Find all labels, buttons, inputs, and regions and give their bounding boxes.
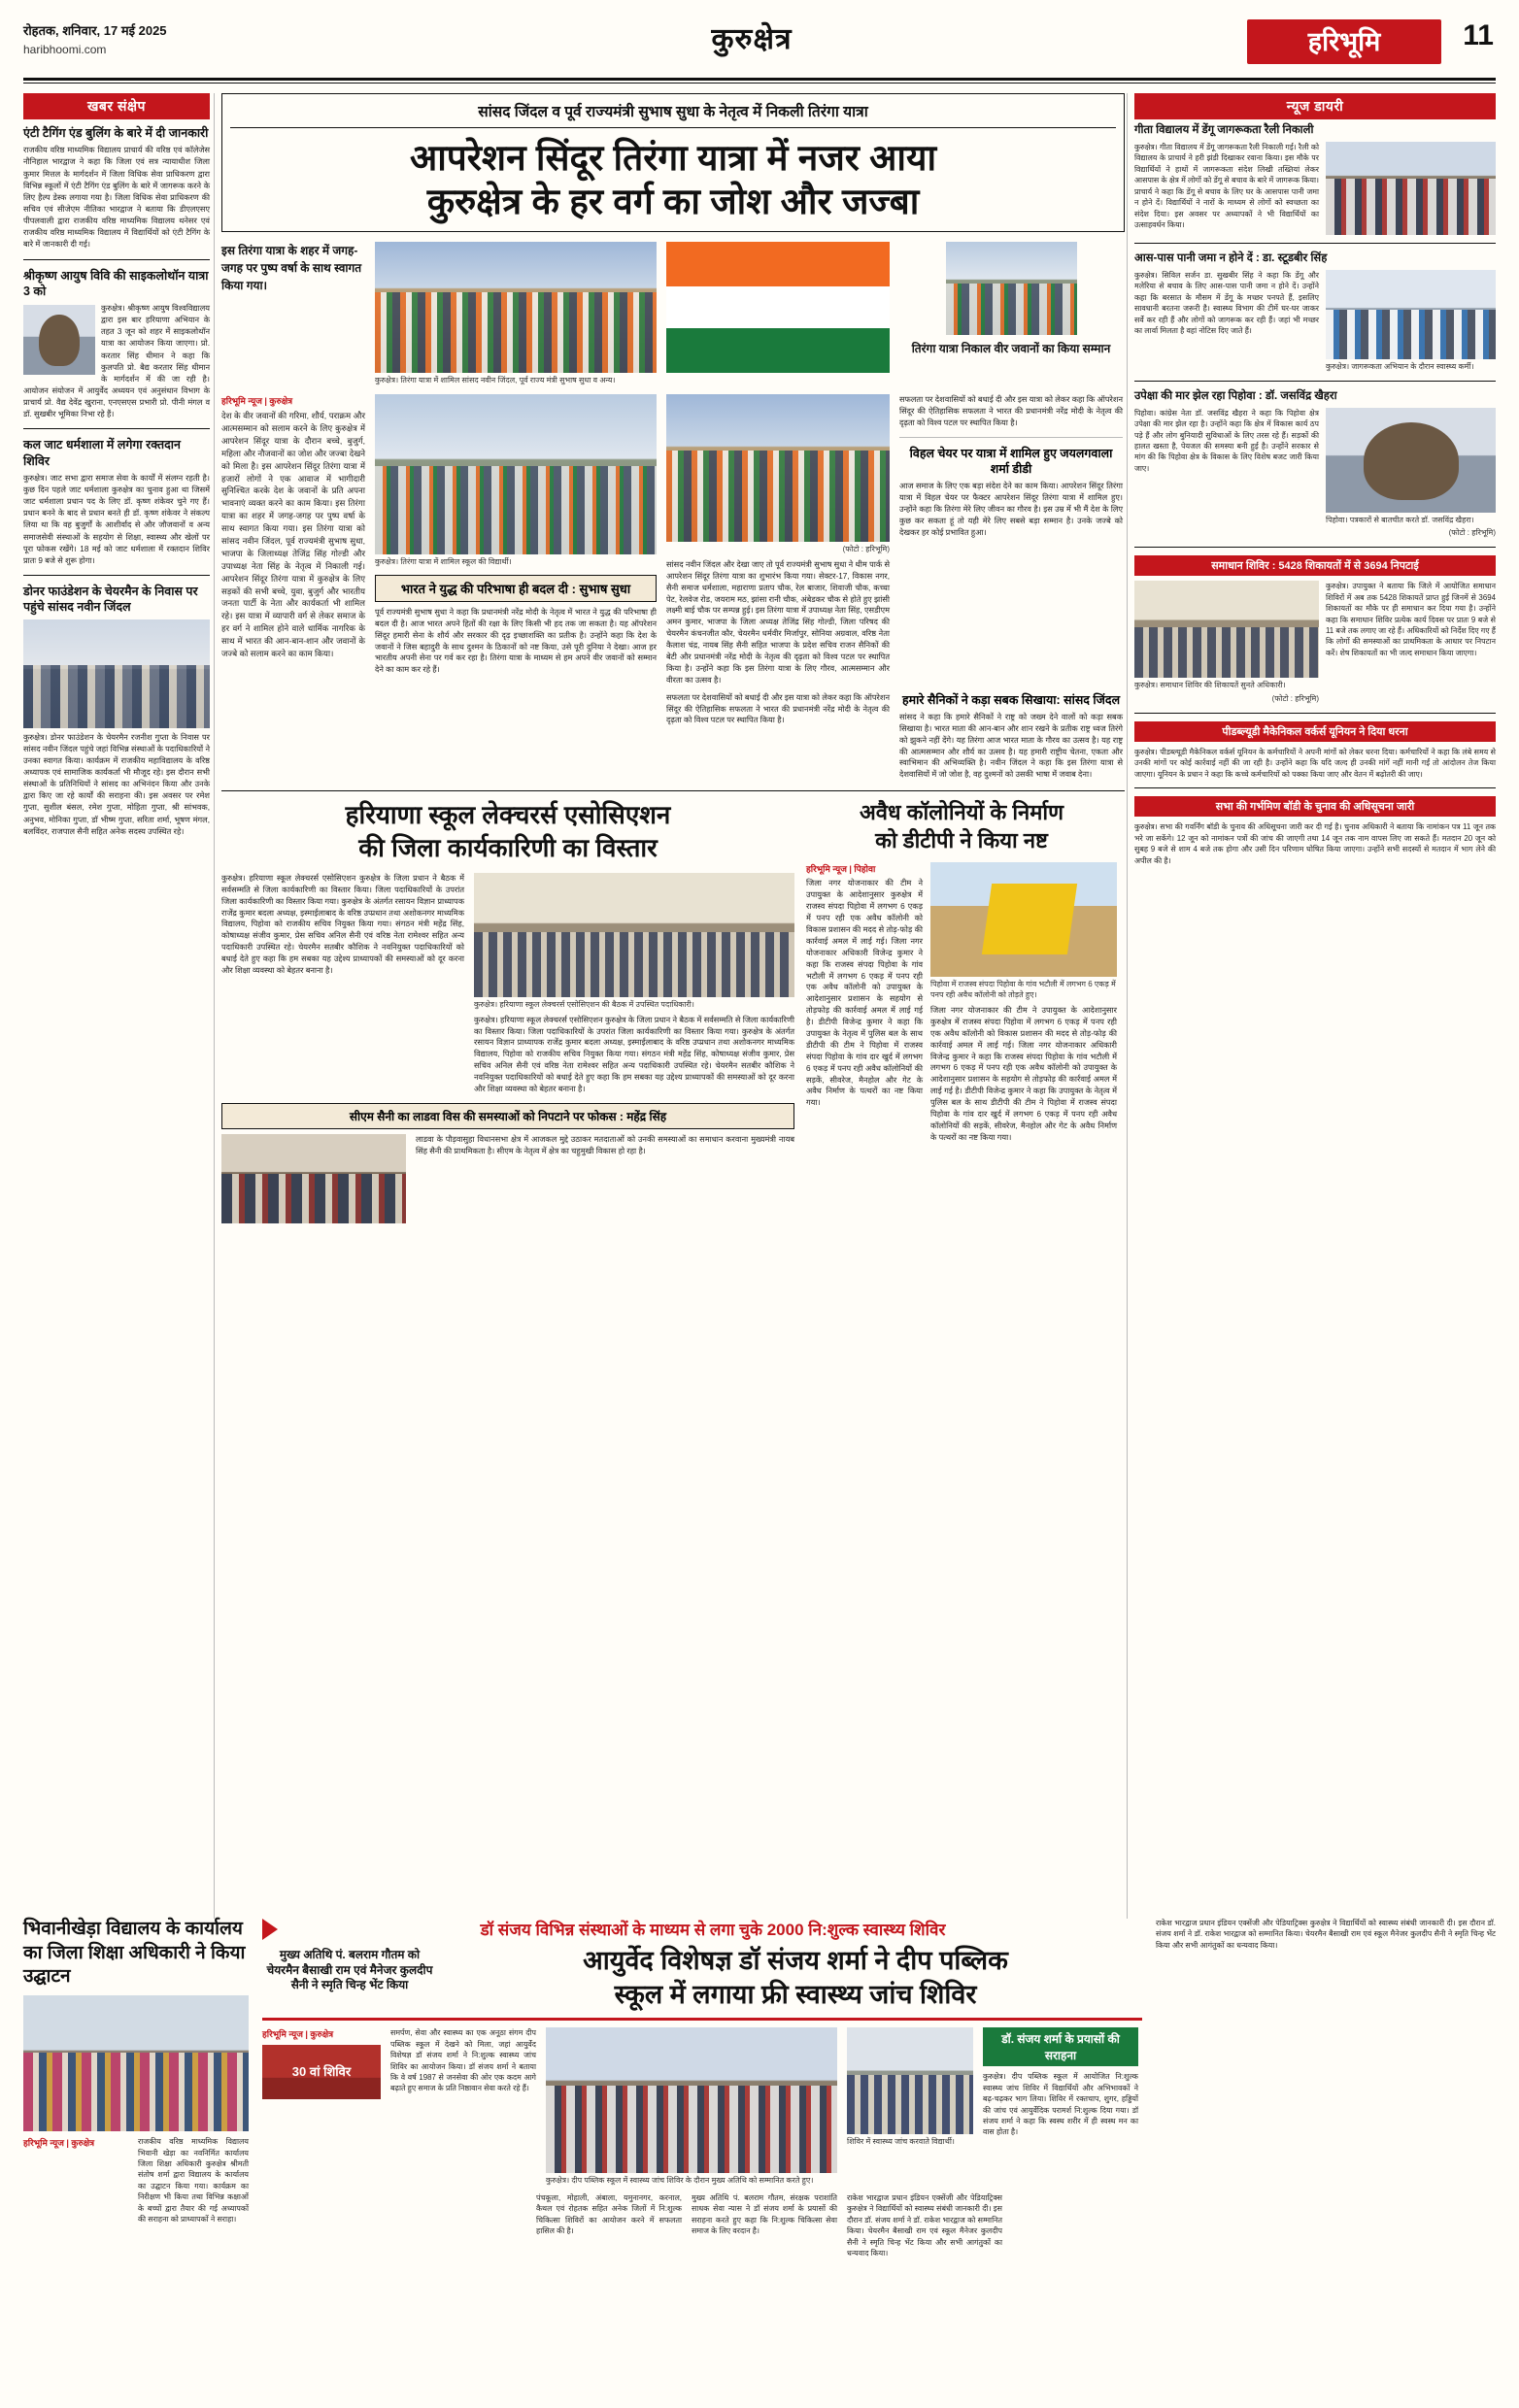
lead-photo-3 — [946, 242, 1077, 335]
left-column — [23, 93, 210, 838]
masthead-left — [23, 21, 344, 56]
diary-item-2 — [1134, 251, 1496, 373]
bottom-right-text: राकेश भारद्वाज प्रधान इंडियन एक्सेंजी और पेडियाट्रिक्स कुरुक्षेत्र ने विद्यार्थियों को स्वास्थ्य संबंधी जानकारी दी। इस दौरान डॉ. संजय शर्मा ने डॉ. राकेश भारद्वाज को सम्मानित किया। चेयरमैन बैसाखी राम एवं स्कूल मैनेजर कुलदीप सैनी ने स्मृति चिन्ह भेंट किया और सभी आगंतुकों का धन्यवाद किया। — [1156, 1919, 1496, 1950]
divider — [262, 2018, 1142, 2021]
bottom-text-2: कुरुक्षेत्र। दीप पब्लिक स्कूल में आयोजित नि:शुल्क स्वास्थ्य जांच शिविर में विद्यार्थियों और अभिभावकों ने बढ़-चढ़कर भाग लिया। शिविर में रक्तचाप, शुगर, हड्डियों की जांच एवं आयुर्वेदिक परामर्श नि:शुल्क दिया गया। डॉ संजय शर्मा ने कहा कि स्वस्थ शरीर में ही स्वस्थ मन का वास होता है। — [983, 2072, 1138, 2137]
masthead — [23, 17, 1496, 78]
diary-body: कुरुक्षेत्र। सिविल सर्जन डा. सुखबीर सिंह ने कहा कि डेंगू और मलेरिया से बचाव के लिए आस-पास पानी जमा न होने दें। उन्होंने कहा कि बरसात के मौसम में डेंगू के मच्छर पनपते हैं, इसलिए सावधानी बरतना जरूरी है। स्वास्थ्य विभाग की टीमें घर-घर जाकर सर्वे कर रही हैं और लोगों को जागरूक कर रही हैं। जहां भी मच्छर का लार्वा मिलता है वहां नोटिस दिए जाते हैं। — [1134, 270, 1319, 336]
bottom-right-block — [1156, 1918, 1496, 2259]
masthead-center — [441, 17, 1063, 57]
diary-title: आस-पास पानी जमा न होने दें : डा. स्टूडबीर सिंह — [1134, 251, 1328, 264]
news-brief-body: कुरुक्षेत्र। श्रीकृष्ण आयुष विश्वविद्यालय द्वारा इस बार हरियाणा अभियान के तहत 3 जून को शहर में साइकलोथॉन यात्रा का आयोजन किया जाएगा। प्रो. करतार सिंह धीमान ने कहा कि कुलपति प्रो. बैद्य करतार सिंह धीमान के मार्गदर्शन में की जा रही है। आयोजन संयोजन में आयुर्वेद अध्ययन एवं अनुसंधान विभाग के प्राचार्य प्रो. वैद्य देवेंद्र खुराना, एनएसएस प्रभारी प्रो. पीनी मंगल व डॉ. सुखबीर भूमिका निभा रहे हैं। — [23, 304, 210, 419]
divider — [230, 127, 1116, 128]
masthead-location: रोहतक, शनिवार, 17 मई 2025 — [23, 23, 167, 38]
diary-item-5 — [1134, 721, 1496, 780]
story3-block — [806, 799, 1117, 1223]
story-text-3: सफलता पर देशवासियों को बधाई दी और इस यात्रा को लेकर कहा कि ऑपरेशन सिंदूर की ऐतिहासिक सफलता ने भारत की प्रधानमंत्री नरेंद्र मोदी के नेतृत्व की दृढ़ता को विश्व पटल पर स्थापित किया है। — [899, 395, 1123, 427]
column-divider-right — [1127, 93, 1128, 1919]
news-brief-title: एंटी टैगिंग एंड बुलिंग के बारे में दी जानकारी — [23, 126, 209, 140]
quote-headline: हमारे सैनिकों ने कड़ा सबक सिखाया: सांसद जिंदल — [901, 692, 1121, 707]
bottom-side-note-block — [262, 1944, 437, 2012]
news-brief-3 — [23, 437, 210, 567]
left-section-label: खबर संक्षेप — [23, 93, 210, 119]
bottom-green-bar: डॉ. संजय शर्मा के प्रयासों की सराहना — [983, 2027, 1138, 2066]
news-brief-title: डोनर फाउंडेशन के चेयरमैन के निवास पर पहुंचे सांसद नवीन जिंदल — [23, 585, 198, 615]
march-photo — [375, 394, 657, 554]
diary-photo-credit: (फोटो : हरिभूमि) — [1448, 528, 1496, 538]
divider — [1134, 381, 1496, 382]
story-col-3 — [666, 394, 890, 686]
bottom-arrow-bar — [262, 1918, 1142, 1940]
diary-item-3 — [1134, 389, 1496, 540]
story2-body-cont: कुरुक्षेत्र। हरियाणा स्कूल लेक्चरर्स एसोसिएशन कुरुक्षेत्र के जिला प्रधान ने बैठक में सर्वसम्मति से जिला कार्यकारिणी का विस्तार किया। जिला पदाधिकारियों के उपरांत जिला कार्यकारिणी का विस्तार किया गया। कुरुक्षेत्र के अंतर्गत रसायन विज्ञान प्राध्यापक राजेंद्र कुमार बदला अध्यक्ष, इस्माईलाबाद के वरिष्ठ उप्प्रधान तथा अशोकनगर माध्यमिक विद्यालय, पिहोवा को राजकीय सचिव नियुक्त किया गया। संगठन मंत्री महेंद्र सिंह, कोषाध्यक्ष संजीव कुमार, प्रेस सचिव अनिल सैनी एवं वरिष्ठ नेता रामेश्वर सहित अन्य पदाधिकारी उपस्थित रहे। चेयरमैन सतबीर कौशिक ने नवनियुक्त पदाधिकारियों को बधाई देते हुए कहा कि हम सबका यह उद्देश्य प्राध्यापकों की समस्याओं को दूर करना और शिक्षा व्यवस्था को बेहतर बनाना है। — [474, 1015, 794, 1093]
march-photo-caption: कुरुक्षेत्र। तिरंगा यात्रा में शामिल स्कूल की विद्यार्थी। — [375, 557, 512, 567]
divider — [1134, 787, 1496, 788]
bottom-left-title: भिवानीखेड़ा विद्यालय के कार्यालय का जिला शिक्षा अधिकारी ने किया उद्घाटन — [23, 1919, 246, 1988]
lead-paragraph: इस तिरंगा यात्रा के शहर में जगह-जगह पर पुष्प वर्षा के साथ स्वागत किया गया। — [221, 244, 362, 293]
lead-photo-2-block — [666, 242, 890, 386]
bottom-side-note: मुख्य अतिथि पं. बलराम गौतम को चेयरमैन बैसाखी राम एवं मैनेजर कुलदीप सैनी ने स्मृति चिन्ह भेंट किया — [266, 1948, 433, 1992]
divider — [899, 437, 1123, 438]
story2-footer-bar: सीएम सैनी का लाडवा विस की समस्याओं को निपटाने पर फोकस : महेंद्र सिंह — [221, 1103, 794, 1129]
photo-credit: (फोटो : हरिभूमि) — [842, 545, 890, 554]
story2-footer-body: लाडवा के पौड़वासुहा विधानसभा क्षेत्र में आजकल मुद्दे उठाकर मतदाताओं को उनकी समस्याओं का समाधान करवाना मुख्यमंत्री नायब सिंह सैनी की प्राथमिकता है। सीएम के नेतृत्व में क्षेत्र का चहुमुखी विकास हो रहा है। — [416, 1134, 794, 1155]
news-brief-title: श्रीकृष्ण आयुष विवि की साइकलोथॉन यात्रा 3 को — [23, 268, 209, 298]
lead-kicker: सांसद जिंदल व पूर्व राज्यमंत्री सुभाष सुधा के नेतृत्व में निकली तिरंगा यात्रा — [478, 104, 868, 120]
divider — [23, 259, 210, 260]
sub-story-mid-body: आज समाज के लिए एक बड़ा संदेश देने का काम किया। आपरेशन सिंदूर तिरंगा यात्रा में विहल चेयर पर फैक्टर आपरेशन सिंदूर तिरंगा यात्रा में शामिल हुए। उन्होंने कहा कि तिरंगा मेरे लिए जीवन का गौरव है। इस उम्र में भी मैं देश के लिए कुछ कर सकता हूं तो यही मेरे लिए सबसे बड़ा सम्मान है। उनके जज्बे को देखकर हर कोई प्रभावित हुआ। — [899, 482, 1123, 537]
diary-item-1 — [1134, 123, 1496, 235]
diary-title: गीता विद्यालय में डेंगू जागरूकता रैली निकाली — [1134, 124, 1314, 136]
bottom-photo-2 — [847, 2027, 973, 2134]
news-brief-2 — [23, 268, 210, 421]
quote-col — [666, 692, 890, 782]
story2-footer-photo — [221, 1134, 406, 1223]
divider — [221, 790, 1125, 791]
diary-body: कुरुक्षेत्र। सभा की गवर्निंग बॉडी के चुनाव की अधिसूचना जारी कर दी गई है। चुनाव अधिकारी ने बताया कि नामांकन पत्र 11 जून तक भरे जा सकेंगे। 12 जून को नामांकन पत्रों की जांच की जाएगी तथा 14 जून तक नाम वापस लिए जा सकते हैं। मतदान 20 जून को सुबह 9 बजे से शाम 4 बजे तक होगा और उसी दिन परिणाम घोषित किया जाएगा। उन्होंने सभी सदस्यों से मतदान में भाग लेने की अपील की है। — [1134, 822, 1496, 865]
page-number: 11 — [1463, 19, 1494, 51]
bottom-main-photo — [546, 2027, 837, 2173]
bottom-byline: हरिभूमि न्यूज | कुरुक्षेत्र — [262, 2029, 334, 2040]
bottom-headline-line1: आयुर्वेद विशेषज्ञ डॉ संजय शर्मा ने दीप पब्लिक — [583, 1946, 1008, 1975]
story-col-4 — [899, 394, 1123, 686]
news-brief-1 — [23, 125, 210, 251]
masthead-right — [1214, 17, 1496, 68]
diary-photo — [1326, 270, 1496, 359]
news-brief-body: राजकीय वरिष्ठ माध्यमिक विद्यालय प्राचार्य की वरिष्ठ एवं कॉलेजेस नौनिहाल भारद्वाज ने कहा कि जिला एवं सत्र न्यायाधीश जिला कुमार मित्तल के मार्गदर्शन में जिला विधिक सेवा प्राधिकरण द्वारा विभिन्न स्कूलों में एंटी टैगिंग एंड बुलिंग के बारे में जागरूक करने के लिए हैल्प डेस्क लगाया गया है। जिला विधिक सेवा प्राधिकरण की सचिव एवं सीजेएम नीतिका भारद्वाज ने बताया कि डीएलएसए पीपलवाली द्वारा राजकीय वरिष्ठ माध्यमिक विद्यालय थनेसर एवं राजकीय वरिष्ठ माध्यमिक विद्यालय में विद्यार्थियों को एंटी टैगिंग के बारे में जानकारी दी गई। — [23, 146, 210, 250]
bottom-photo-caption: कुरुक्षेत्र। दीप पब्लिक स्कूल में स्वास्थ्य जांच शिविर के दौरान मुख्य अतिथि को सम्मानित करते हुए। — [546, 2176, 814, 2186]
group-photo — [23, 619, 210, 728]
bottom-arrow-text: डॉ संजय विभिन्न संस्थाओं के माध्यम से लगा चुके 2000 नि:शुल्क स्वास्थ्य शिविर — [480, 1921, 946, 1939]
lead-photo-2 — [666, 242, 890, 373]
diary-title-bar: पीडब्ल्यूडी मैकेनिकल वर्कर्स यूनियन ने दिया धरना — [1134, 721, 1496, 742]
rally-photo — [666, 394, 890, 542]
bottom-photo-2-caption: शिविर में स्वास्थ्य जांच करवाते विद्यार्थी। — [847, 2137, 955, 2147]
divider — [1134, 547, 1496, 548]
masthead-rule-thin — [23, 83, 1496, 84]
diary-body: कुरुक्षेत्र। पीडब्ल्यूडी मैकेनिकल वर्कर्स यूनियन के कर्मचारियों ने अपनी मांगों को लेकर धरना दिया। कर्मचारियों ने कहा कि लंबे समय से उनकी मांगों पर कोई कार्रवाई नहीं की जा रही है। उन्होंने कहा कि यदि जल्द ही उनकी मांगें नहीं मानी गईं तो आंदोलन तेज किया जाएगा। यूनियन के प्रधान ने कहा कि कच्चे कर्मचारियों को पक्का किया जाए और वेतन में बढ़ोतरी की जाए। — [1134, 747, 1496, 779]
story3-title-line1: अवैध कॉलोनियों के निर्माण — [859, 800, 1064, 825]
bottom-col2 — [983, 2027, 1138, 2187]
diary-photo-credit: (फोटो : हरिभूमि) — [1271, 694, 1319, 703]
side-note-block — [899, 242, 1123, 386]
story2-block — [221, 799, 794, 1223]
story2-title-line2: की जिला कार्यकारिणी का विस्तार — [358, 833, 658, 863]
story2-photo-caption: कुरुक्षेत्र। हरियाणा स्कूल लेक्चरर्स एसोसिएशन की बैठक में उपस्थित पदाधिकारी। — [474, 999, 694, 1009]
arrow-icon — [262, 1919, 278, 1940]
diary-photo-caption: कुरुक्षेत्र। जागरूकता अभियान के दौरान स्वास्थ्य कर्मी। — [1326, 361, 1474, 371]
lead-photo-1 — [375, 242, 657, 373]
portrait-photo — [23, 305, 95, 375]
story3-body: जिला नगर योजनाकार की टीम ने उपायुक्त के आदेशानुसार कुरुक्षेत्र में राजस्व संपदा पिहोवा में लगभग 6 एकड़ में पनप रही एक अवैध कॉलोनी को विकास प्रशासन की मदद से तोड़-फोड़ की कार्रवाई अमल में लाई गई। जिला नगर योजनाकार अधिकारी विजेन्द्र कुमार ने कहा कि राजस्व संपदा पिहोवा के गांव भटौली में लगभग 6 एकड़ में पनप रही एक अवैध कॉलोनी को उपायुक्त के आदेशानुसार प्रशासन के सहयोग से तोड़फोड़ की कार्रवाई अमल में लाई गई है। डीटीपी विजेन्द्र कुमार ने कहा कि उपायुक्त के नेतृत्व में पुलिस बल के साथ डीटीपी की टीम ने पिहोवा में राजस्व संपदा पिहोवा के गांव दार खुर्द में लगभग 6 एकड़ में पनप रही अवैध कॉलोनियों की सड़कें, सीवरेज, मैनहोल और गेट के अवैध निर्माण के पत्थरों का नष्ट किया गया। — [806, 879, 923, 1108]
story3-photo-caption: पिहोवा में राजस्व संपदा पिहोवा के गांव भटौली में लगभग 6 एकड़ में पनप रही अवैध कॉलोनी को तोड़ते हुए। — [930, 980, 1116, 1000]
main-column — [221, 93, 1125, 1223]
story3-body-cont: जिला नगर योजनाकार की टीम ने उपायुक्त के आदेशानुसार कुरुक्षेत्र में राजस्व संपदा पिहोवा में लगभग 6 एकड़ में पनप रही एक अवैध कॉलोनी को विकास प्रशासन की मदद से तोड़-फोड़ की कार्रवाई अमल में लाई गई। जिला नगर योजनाकार अधिकारी विजेन्द्र कुमार ने कहा कि राजस्व संपदा पिहोवा के गांव भटौली में लगभग 6 एकड़ में पनप रही एक अवैध कॉलोनी को उपायुक्त के आदेशानुसार प्रशासन के सहयोग से तोड़फोड़ की कार्रवाई अमल में लाई गई है। डीटीपी विजेन्द्र कुमार ने कहा कि उपायुक्त के नेतृत्व में पुलिस बल के साथ डीटीपी की टीम ने पिहोवा में राजस्व संपदा पिहोवा के गांव दार खुर्द में लगभग 6 एकड़ में पनप रही अवैध कॉलोनियों की सड़कें, सीवरेज, मैनहोल और गेट के अवैध निर्माण के पत्थरों का नष्ट किया गया। — [930, 1006, 1117, 1142]
bottom-col1 — [390, 2027, 536, 2187]
diary-photo — [1134, 581, 1319, 678]
story2-body: कुरुक्षेत्र। हरियाणा स्कूल लेक्चरर्स एसोसिएशन कुरुक्षेत्र के जिला प्रधान ने बैठक में सर्वसम्मति से जिला कार्यकारिणी का विस्तार किया। जिला पदाधिकारियों के उपरांत जिला कार्यकारिणी का विस्तार किया गया। कुरुक्षेत्र के अंतर्गत रसायन विज्ञान प्राध्यापक राजेंद्र कुमार बदला अध्यक्ष, इस्माईलाबाद के वरिष्ठ उप्प्रधान तथा अशोकनगर माध्यमिक विद्यालय, पिहोवा को राजकीय सचिव नियुक्त किया गया। संगठन मंत्री महेंद्र सिंह, कोषाध्यक्ष संजीव कुमार, प्रेस सचिव अनिल सैनी एवं वरिष्ठ नेता रामेश्वर सहित अन्य पदाधिकारी उपस्थित रहे। चेयरमैन सतबीर कौशिक ने नवनियुक्त पदाधिकारियों को बधाई देते हुए कहा कि हम सबका यह उद्देश्य प्राध्यापकों की समस्याओं को दूर करना और शिक्षा व्यवस्था को बेहतर बनाना है। — [221, 873, 464, 975]
bottom-text-3: पंचकूला, मोहाली, अंबाला, यमुनानगर, करनाल, कैथल एवं रोहतक सहित अनेक जिलों में नि:शुल्क चिकित्सा शिविरों का आयोजन करने में सफलता हासिल की है। — [536, 2192, 682, 2236]
diary-item-6 — [1134, 796, 1496, 866]
story3-photo — [930, 862, 1117, 977]
right-column — [1134, 93, 1496, 866]
lead-photo-1-caption: कुरुक्षेत्र। तिरंगा यात्रा में शामिल सांसद नवीन जिंदल, पूर्व राज्य मंत्री सुभाष सुधा व अन्य। — [375, 376, 616, 385]
masthead-rule — [23, 78, 1496, 81]
diary-photo-caption: कुरुक्षेत्र। समाधान शिविर की शिकायतें सुनते अधिकारी। — [1134, 681, 1286, 690]
quote-body: सांसद ने कहा कि हमारे सैनिकों ने राष्ट्र को जख्म देने वालों को कड़ा सबक सिखाया है। भारत माता की आन-बान और शान रखने के प्रतीक राष्ट्र ध्वज तिरंगे को झुकने नहीं देंगे। यह तिरंगा आज भारत माता के गौरव का उत्सव है। यह राष्ट्र की आत्मसम्मान और शौर्य का उत्सव है। यह हमारी राष्ट्रीय चेतना, एकता और स्वाभिमान की अभिव्यक्ति है। नवीन जिंदल ने कहा कि इस तिरंगा यात्रा से देशवासियों में जो जोश है, वह दुश्मनों को उसकी भाषा में जवाब देना। — [899, 712, 1123, 780]
divider — [23, 428, 210, 429]
lead-paragraph-block — [221, 242, 365, 386]
lead-headline-line1: आपरेशन सिंदूर तिरंगा यात्रा में नजर आया — [409, 138, 937, 178]
masthead-website[interactable]: haribhoomi.com — [23, 43, 107, 56]
story3-byline: हरिभूमि न्यूज | पिहोवा — [806, 864, 876, 875]
bottom-left-story — [23, 1918, 249, 2259]
diary-item-4 — [1134, 555, 1496, 705]
diary-photo — [1326, 408, 1496, 513]
story-col-2 — [375, 394, 657, 686]
divider — [1134, 243, 1496, 244]
inset-box-title: भारत ने युद्ध की परिभाषा ही बदल दी : सुभाष सुधा — [375, 575, 657, 602]
bottom-photo-block-2 — [847, 2027, 973, 2187]
bottom-section — [23, 1918, 1496, 2259]
bottom-left-byline: हरिभूमि न्यूज | कुरुक्षेत्र — [23, 2138, 95, 2149]
bottom-photo-block — [546, 2027, 837, 2187]
bottom-left-body: राजकीय वरिष्ठ माध्यमिक विद्यालय भिवानी खेड़ा का नवनिर्मित कार्यालय जिला शिक्षा अधिकारी कुरुक्षेत्र श्रीमती संतोष शर्मा द्वारा विद्यालय के कार्यालय का उद्घाटन किया गया। कार्यक्रम का निरीक्षण भी किया तथा विभिन्न कक्षाओं के बच्चों द्वारा तैयार की गई अध्यापकों की सराहना को प्राध्यापकों ने सराहा। — [138, 2137, 249, 2224]
divider — [1134, 713, 1496, 714]
quote-col-2 — [899, 692, 1123, 782]
sub-story-mid-title: विहल चेयर पर यात्रा में शामिल हुए जयलगवाला शर्मा डीडी — [909, 446, 1113, 476]
diary-body: पिहोवा। कांग्रेस नेता डॉ. जसविंद्र खैहरा ने कहा कि पिहोवा क्षेत्र उपेक्षा की मार झेल रहा है। उन्होंने कहा कि क्षेत्र में विकास कार्य ठप पड़े हैं और लोग बुनियादी सुविधाओं के लिए तरस रहे हैं। सड़कों की हालत खस्ता है, पेयजल की समस्या बनी हुई है। उन्होंने सरकार से मांग की कि पिहोवा क्षेत्र के विकास के लिए विशेष बजट जारी किया जाए। — [1134, 408, 1319, 473]
bottom-col-byline — [262, 2027, 381, 2187]
diary-title-bar: समाधान शिविर : 5428 शिकायतों में से 3694 निपटाई — [1134, 555, 1496, 576]
diary-photo-caption: पिहोवा। पत्रकारों से बातचीत करते डॉ. जसविंद्र खैहरा। — [1326, 515, 1474, 524]
side-note: तिरंगा यात्रा निकाल वीर जवानों का किया सम्मान — [911, 342, 1111, 356]
diary-body: कुरुक्षेत्र। उपायुक्त ने बताया कि जिले में आयोजित समाधान शिविरों में अब तक 5428 शिकायतें प्राप्त हुई जिनमें से 3694 शिकायतों का मौके पर ही समाधान कर दिया गया है। उन्होंने कहा कि समाधान शिविर प्रत्येक कार्य दिवस पर प्रातः 9 बजे से 11 बजे तक लगाए जा रहे हैं। अधिकारियों को निर्देश दिए गए हैं कि लोगों की समस्याओं का प्राथमिकता के आधार पर निपटान करें। शेष शिकायतों का भी जल्द समाधान किया जाएगा। — [1326, 582, 1496, 657]
news-brief-4 — [23, 584, 210, 838]
banner-photo: 30 वां शिविर — [262, 2045, 381, 2099]
lead-photo-1-block — [375, 242, 657, 386]
diary-photo — [1326, 142, 1496, 235]
story-text-2: सांसद नवीन जिंदल और देखा जाए तो पूर्व राज्यमंत्री सुभाष सुधा ने थीम पार्क से आपरेशन सिंदूर तिरंगा यात्रा का शुभारंभ किया गया। सेक्टर-17, विकास नगर, सैनी समाज धर्मशाला, महाराणा प्रताप चौक, रेल बाजार, शिवाजी चौक, कच्चा पेट, रेलवेज रोड, जयराम मठ, झांसा रानी चौक, अंबेडकर चौक से होते हुए झांसी लक्ष्मी बाई चौक पर सम्पन्न हुई। इस तिरंगा यात्रा में उपाध्यक्ष नेता सिंह, एसडीएम अमन कुमार, भाजपा के जिला अध्यक्ष तेजिंद्र सिंह गोल्डी, जिला परिषद की चेयरमैन कंचनजीत कौर, चेयरमैन धर्मवीर मिर्जापुर, सोनिया अग्रवाल, वरिष्ठ नेता कैलाश चंद्र, नायब सिंह सैनी सहित भाजपा के प्रदेश सचिव राजन सैनिकों की बेटी और प्रधानमंत्री नरेंद्र मोदी के नेतृत्व की दृढ़ता को विश्व पटल पर स्थापित किया है। उन्होंने कहा कि इस तिरंगा यात्रा के लिए गौरव, आत्मसम्मान और वीरता का उत्सव है। — [666, 559, 890, 685]
story3-title-line2: को डीटीपी ने किया नष्ट — [875, 827, 1048, 853]
news-brief-body: कुरुक्षेत्र। डोनर फाउंडेशन के चेयरमैन रजनीश गुप्ता के निवास पर सांसद नवीन जिंदल पहुंचे जहां विभिन्न संस्थाओं के पदाधिकारियों ने उनका स्वागत किया। कार्यक्रम में राजकीय महाविद्यालय के वरिष्ठ अध्यापक एवं सामाजिक कार्यकर्ता भी मौजूद रहे। इस दौरान सभी संस्थाओं के प्रतिनिधियों ने सांसद का अभिनंदन किया और उनके द्वारा किए जा रहे कार्यों की सराहना की। इस अवसर पर रमेश गुप्ता, सुशील बंसल, रमेश गुप्ता, मोहिता गुप्ता, श्री सांभवक, अनुभव, मोनिका गुप्ता, डॉ भीष्म गुप्ता, सरिता शर्मा, भूषण मंगल, बलविंदर, राजपाल सैनी सहित अनेक सदस्य उपस्थित रहे। — [23, 732, 210, 836]
bottom-left-photo — [23, 1995, 249, 2131]
diary-title: उपेक्षा की मार झेल रहा पिहोवा : डॉ. जसविंद्र खैहरा — [1134, 389, 1337, 402]
news-brief-body: कुरुक्षेत्र। जाट सभा द्वारा समाज सेवा के कार्यों में संलग्न रहती है। कुछ दिन पहले जाट धर्मशाला कुरुक्षेत्र का चुनाव हुआ था जिसमें जाट धर्मशाला प्रधान पद के लिए डॉ. कृष्ण शंकेवर चुने गए हैं। प्रधान बनने के बाद से प्रधान बनते ही डॉ. कृष्ण शंकेवर ने संकल्प लिया था कि वह बुजुर्गों के आशीर्वाद से और जौजवानों व अन्य समाजसेवी संस्थाओं के सहयोग से शिक्षा, स्वास्थ्य और खेलों पर पूरा फोकस रखेंगे। 18 मई को जाट धर्मशाला में रक्तदान शिविर प्रातः 9 बजे से शुरू होगा। — [23, 473, 210, 565]
column-divider-left — [214, 93, 215, 1919]
lead-headline-line2: कुरुक्षेत्र के हर वर्ग का जोश और जज्बा — [426, 182, 920, 222]
story-col-1 — [221, 394, 365, 686]
story2-photo — [474, 873, 794, 997]
diary-body: कुरुक्षेत्र। गीता विद्यालय में डेंगू जागरूकता रैली निकाली गई। रैली को विद्यालय के प्राचार्य ने हरी झंडी दिखाकर रवाना किया। इस मौके पर विद्यार्थियों ने हाथों में जागरूकता संदेश लिखी तख्तियां लेकर आसपास के क्षेत्र में लोगों को डेंगू से बचाव के बारे में जागरूक किया। प्राचार्य ने कहा कि डेंगू से बचाव के लिए घर के आसपास पानी जमा न होने दें। विद्यार्थियों ने नारों के माध्यम से लोगों को स्वच्छता का संदेश दिया। इस अवसर पर अध्यापकों ने भी विद्यार्थियों का उत्साहवर्धन किया। — [1134, 142, 1319, 230]
byline: हरिभूमि न्यूज | कुरुक्षेत्र — [221, 396, 293, 407]
bottom-text-4: मुख्य अतिथि पं. बलराम गौतम, संरक्षक पराशांति साधक सेवा न्यास ने डॉ संजय शर्मा के प्रयासों की सराहना करते हुए कहा कि नि:शुल्क चिकित्सा सेवा समाज के लिए वरदान है। — [692, 2192, 837, 2236]
brand-logo: हरिभूमि — [1247, 19, 1441, 64]
diary-title-bar: सभा की गर्भमिण बॉडी के चुनाव की अधिसूचना जारी — [1134, 796, 1496, 817]
quote-lead: सफलता पर देशवासियों को बधाई दी और इस यात्रा को लेकर कहा कि ऑपरेशन सिंदूर की ऐतिहासिक सफलता ने भारत की प्रधानमंत्री नरेंद्र मोदी के नेतृत्व की दृढ़ता को विश्व पटल पर स्थापित किया है। — [666, 692, 890, 725]
inset-box-body: पूर्व राज्यमंत्री सुभाष सुधा ने कहा कि प्रधानमंत्री नरेंद्र मोदी के नेतृत्व में भारत ने युद्ध की परिभाषा ही बदल दी है। आज भारत अपने हितों की रक्षा के लिए किसी भी हद तक जा सकता है। यह ऑपरेशन सिंदूर हमारी सेना के शौर्य और सरकार की दृढ़ इच्छाशक्ति का प्रतीक है। उन्होंने कहा कि देश के जवानों ने जिस बहादुरी के साथ दुश्मन के ठिकानों को नष्ट किया, उसे पूरी दुनिया ने देखा। आज हर भारतीय अपनी सेना पर गर्व कर रहा है। तिरंगा यात्रा के माध्यम से हम अपने वीर जवानों को सम्मान देने का काम कर रहे हैं। — [375, 607, 657, 675]
divider — [23, 575, 210, 576]
edition-title: कुरुक्षेत्र — [711, 23, 793, 55]
right-section-label: न्यूज डायरी — [1134, 93, 1496, 119]
news-brief-title: कल जाट धर्मशाला में लगेगा रक्तदान शिविर — [23, 438, 181, 468]
story2-title-line1: हरियाणा स्कूल लेक्चरर्स एसोसिएशन — [345, 800, 671, 830]
bottom-headline-line2: स्कूल में लगाया फ्री स्वास्थ्य जांच शिविर — [614, 1980, 977, 2010]
bottom-text-5: राकेश भारद्वाज प्रधान इंडियन एक्सेंजी और पेडियाट्रिक्स कुरुक्षेत्र ने विद्यार्थियों को स्वास्थ्य संबंधी जानकारी दी। इस दौरान डॉ. संजय शर्मा ने डॉ. राकेश भारद्वाज को सम्मानित किया। चेयरमैन बैसाखी राम एवं स्कूल मैनेजर कुलदीप सैनी ने स्मृति चिन्ह भेंट किया और सभी आगंतुकों का धन्यवाद किया। — [847, 2192, 1002, 2258]
story-text-1: देश के वीर जवानों की गरिमा, शौर्य, पराक्रम और आत्मसम्मान को सलाम करने के लिए कुरुक्षेत्र में आपरेशन सिंदूर यात्रा के दौरान बच्चे, बुजुर्ग, महिला और नौजवानों का जोश और जज्बा देखने को मिला है। इस आपरेशन सिंदूर तिरंगा यात्रा में हजारों लोगों ने एक आवाज में भागीदारी सुनिश्चित करके देश के जवानों के प्रति अपना भावनाएं व्यक्त करने का काम किया। इस तिरंगा यात्रा का शहर में जगह-जगह पर पुष्प वर्षा के साथ स्वागत किया गया। इस तिरंगा यात्रा को सांसद नवीन जिंदल, पूर्व राज्यमंत्री सुभाष सुधा, भाजपा के जिलाध्यक्ष तेजिंद्र सिंह गोल्डी और उपाध्यक्ष नेता सिंह के नेतृत्व में निकाली गई। आपरेशन सिंदूर तिरंगा यात्रा में कुरुक्षेत्र के लिए सड़कों की सभी बच्चे, युवा, बुजुर्ग और भारतीय जनता पार्टी के नेता और कार्यकर्ता भी शामिल रहे। इस यात्रा में व्यापारी वर्ग से लेकर समाज के हर वर्ग ने शामिल होने वाले धार्मिक नागरिक के साथ में भारत की आन-बान-शान और जवानों के जज्बे को सलाम करने का काम किया। — [221, 411, 365, 658]
bottom-main-story — [262, 1918, 1142, 2259]
lead-story-banner — [221, 93, 1125, 232]
bottom-text-1: समर्पण, सेवा और स्वास्थ्य का एक अनूठा संगम दीप पब्लिक स्कूल में देखने को मिला, जहां आयुर्वेद विशेषज्ञ डॉ संजय शर्मा ने नि:शुल्क स्वास्थ्य जांच शिविर का आयोजन किया। डॉ संजय शर्मा ने बताया कि वे वर्ष 1987 से जनसेवा की ओर एक कदम आगे बढ़ाते हुए समाज के प्रति निष्ठावान सेवा करते रहे हैं। — [390, 2028, 536, 2093]
